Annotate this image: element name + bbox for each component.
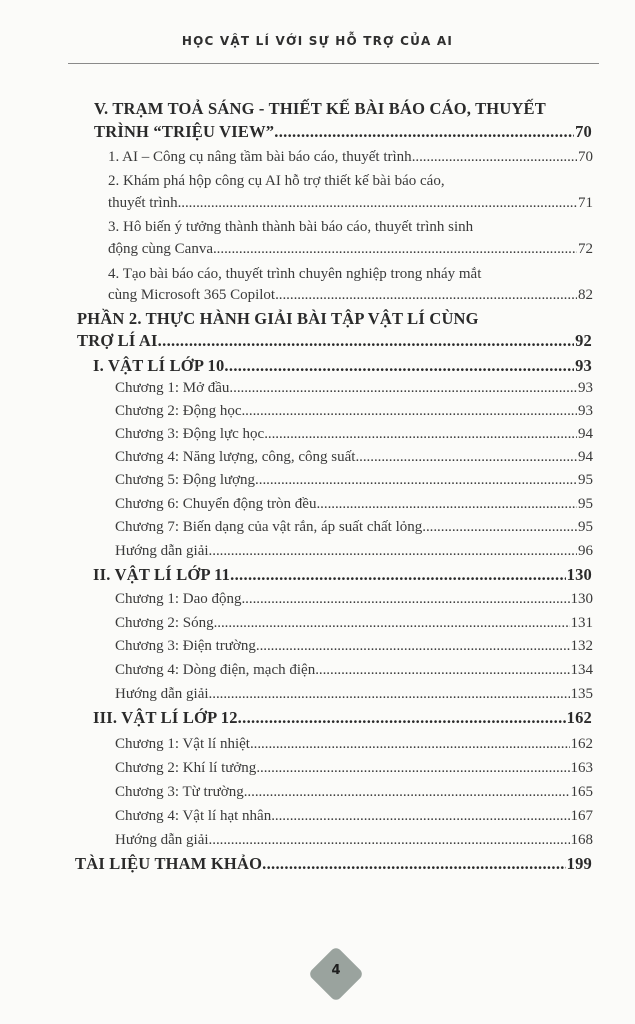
toc-page-number: 131 <box>570 615 593 631</box>
toc-entry-chapter[interactable] <box>115 829 593 851</box>
toc-entry-chapter[interactable] <box>115 516 593 538</box>
toc-page-number: 135 <box>570 686 593 702</box>
toc-entry-title: Hướng dẫn giải <box>115 832 209 848</box>
toc-entry-title: Chương 4: Vật lí hạt nhân <box>115 808 272 824</box>
toc-entry-title: TÀI LIỆU THAM KHẢO <box>75 854 263 873</box>
toc-page-number: 96 <box>578 543 593 559</box>
toc-entry-chapter[interactable] <box>115 612 593 634</box>
dot-leader <box>422 516 577 538</box>
toc-entry-v3-line1: 3. Hô biến ý tưởng thành thành bài báo cáo, thuyết trình sinh <box>108 219 474 235</box>
dot-leader <box>209 829 570 851</box>
toc-entry-chapter[interactable] <box>115 659 593 681</box>
toc-page-number: 165 <box>570 784 593 800</box>
toc-page-number: 93 <box>578 403 593 419</box>
toc-entry-grade10[interactable] <box>93 355 592 377</box>
dot-leader <box>241 588 569 610</box>
toc-part2-line1: PHẦN 2. THỰC HÀNH GIẢI BÀI TẬP VẬT LÍ CÙNG <box>77 309 479 328</box>
toc-entry-chapter[interactable] <box>115 423 593 445</box>
toc-entry-title: Chương 4: Năng lượng, công, công suất <box>115 449 356 465</box>
toc-entry-v4-line1: 4. Tạo bài báo cáo, thuyết trình chuyên nghiệp trong nháy mắt <box>108 266 482 282</box>
dot-leader <box>209 540 577 562</box>
dot-leader <box>262 853 566 875</box>
toc-entry-title: Chương 2: Sóng <box>115 615 214 631</box>
toc-entry-chapter[interactable] <box>115 781 593 803</box>
toc-page-number: 70 <box>575 122 592 141</box>
toc-entry-title: TRÌNH “TRIỆU VIEW” <box>94 122 275 141</box>
dot-leader <box>316 493 577 515</box>
toc-entry-title: TRỢ LÍ AI <box>77 331 158 350</box>
dot-leader <box>250 733 570 755</box>
toc-entry-chapter[interactable] <box>115 469 593 491</box>
toc-page-number: 162 <box>570 736 593 752</box>
dot-leader <box>229 377 577 399</box>
dot-leader <box>213 238 577 260</box>
dot-leader <box>178 192 577 214</box>
running-header: HỌC VẬT LÍ VỚI SỰ HỖ TRỢ CỦA AI <box>181 34 454 48</box>
toc-entry-title: Hướng dẫn giải <box>115 686 209 702</box>
toc-entry-title: Chương 2: Động học <box>115 403 242 419</box>
toc-page-number: 72 <box>578 241 593 257</box>
toc-entry-title: Chương 3: Điện trường <box>115 638 256 654</box>
toc-entry-section-v[interactable] <box>94 121 592 143</box>
toc-entry-title: Chương 3: Động lực học <box>115 426 265 442</box>
toc-entry-title: 1. AI – Công cụ nâng tầm bài báo cáo, thuyết trình <box>108 149 412 165</box>
toc-entry-chapter[interactable] <box>115 377 593 399</box>
toc-entry-v2-line1: 2. Khám phá hộp công cụ AI hỗ trợ thiết kế bài báo cáo, <box>108 173 445 189</box>
toc-entry-chapter[interactable] <box>115 757 593 779</box>
toc-entry-chapter[interactable] <box>115 635 593 657</box>
toc-entry-title: II. VẬT LÍ LỚP 11 <box>93 565 231 584</box>
dot-leader <box>264 423 577 445</box>
toc-entry-chapter[interactable] <box>115 588 593 610</box>
toc-entry-title: I. VẬT LÍ LỚP 10 <box>93 356 225 375</box>
toc-page-number: 93 <box>575 356 592 375</box>
dot-leader <box>255 469 577 491</box>
dot-leader <box>224 355 574 377</box>
toc-page-number: 82 <box>578 287 593 303</box>
dot-leader <box>315 659 569 681</box>
toc-page-number: 167 <box>570 808 593 824</box>
toc-entry-title: cùng Microsoft 365 Copilot <box>108 287 276 303</box>
toc-page-number: 163 <box>570 760 593 776</box>
toc-entry-v1[interactable] <box>108 146 593 168</box>
toc-page-number: 94 <box>578 449 593 465</box>
toc-page-number: 199 <box>566 854 592 873</box>
dot-leader <box>271 805 569 827</box>
dot-leader <box>214 612 570 634</box>
toc-page-number: 168 <box>570 832 593 848</box>
toc-page-number: 162 <box>566 708 592 727</box>
toc-page-number: 71 <box>578 195 593 211</box>
toc-page-number: 134 <box>570 662 593 678</box>
toc-page-number: 95 <box>578 472 593 488</box>
toc-entry-title: Chương 4: Dòng điện, mạch điện <box>115 662 316 678</box>
dot-leader <box>275 284 577 306</box>
toc-entry-v2[interactable] <box>108 192 593 214</box>
toc-entry-title: Chương 6: Chuyển động tròn đều <box>115 496 317 512</box>
toc-entry-title: Chương 3: Từ trường <box>115 784 244 800</box>
toc-page-number: 95 <box>578 519 593 535</box>
toc-entry-title: Chương 1: Dao động <box>115 591 242 607</box>
toc-page-number: 95 <box>578 496 593 512</box>
dot-leader <box>244 781 570 803</box>
toc-entry-title: Chương 7: Biến dạng của vật rắn, áp suất chất lỏng <box>115 519 423 535</box>
dot-leader <box>412 146 577 168</box>
toc-entry-title: Chương 2: Khí lí tưởng <box>115 760 257 776</box>
dot-leader <box>256 757 569 779</box>
toc-entry-v4[interactable] <box>108 284 593 306</box>
toc-page-number: 92 <box>575 331 592 350</box>
toc-entry-grade12[interactable] <box>93 707 592 729</box>
page-number: 4 <box>331 963 341 978</box>
toc-entry-title: Chương 1: Mở đầu <box>115 380 230 396</box>
toc-entry-chapter[interactable] <box>115 540 593 562</box>
toc-entry-part2[interactable] <box>77 330 592 352</box>
toc-page-number: 70 <box>578 149 593 165</box>
toc-entry-title: Chương 5: Động lượng <box>115 472 256 488</box>
toc-entry-title: động cùng Canva <box>108 241 213 257</box>
dot-leader <box>209 683 570 705</box>
toc-entry-chapter[interactable] <box>115 805 593 827</box>
dot-leader <box>355 446 577 468</box>
dot-leader <box>256 635 570 657</box>
toc-entry-title: Chương 1: Vật lí nhiệt <box>115 736 250 752</box>
toc-entry-references[interactable] <box>75 853 592 875</box>
toc-entry-chapter[interactable] <box>115 400 593 422</box>
dot-leader <box>230 564 566 586</box>
toc-entry-grade11[interactable] <box>93 564 592 586</box>
toc-entry-chapter[interactable] <box>115 493 593 515</box>
toc-page-number: 94 <box>578 426 593 442</box>
toc-section-v-line1: V. TRẠM TOẢ SÁNG - THIẾT KẾ BÀI BÁO CÁO, THUYẾT <box>94 99 546 118</box>
dot-leader <box>274 121 574 143</box>
toc-page-number: 130 <box>566 565 592 584</box>
toc-page-number: 130 <box>570 591 593 607</box>
toc-entry-chapter[interactable] <box>115 446 593 468</box>
dot-leader <box>158 330 574 352</box>
toc-entry-title: thuyết trình <box>108 195 178 211</box>
toc-page-number: 132 <box>570 638 593 654</box>
toc-page-number: 93 <box>578 380 593 396</box>
toc-entry-chapter[interactable] <box>115 683 593 705</box>
toc-entry-title: Hướng dẫn giải <box>115 543 209 559</box>
dot-leader <box>241 400 577 422</box>
dot-leader <box>238 707 566 729</box>
toc-entry-chapter[interactable] <box>115 733 593 755</box>
toc-entry-title: III. VẬT LÍ LỚP 12 <box>93 708 238 727</box>
toc-entry-v3[interactable] <box>108 238 593 260</box>
